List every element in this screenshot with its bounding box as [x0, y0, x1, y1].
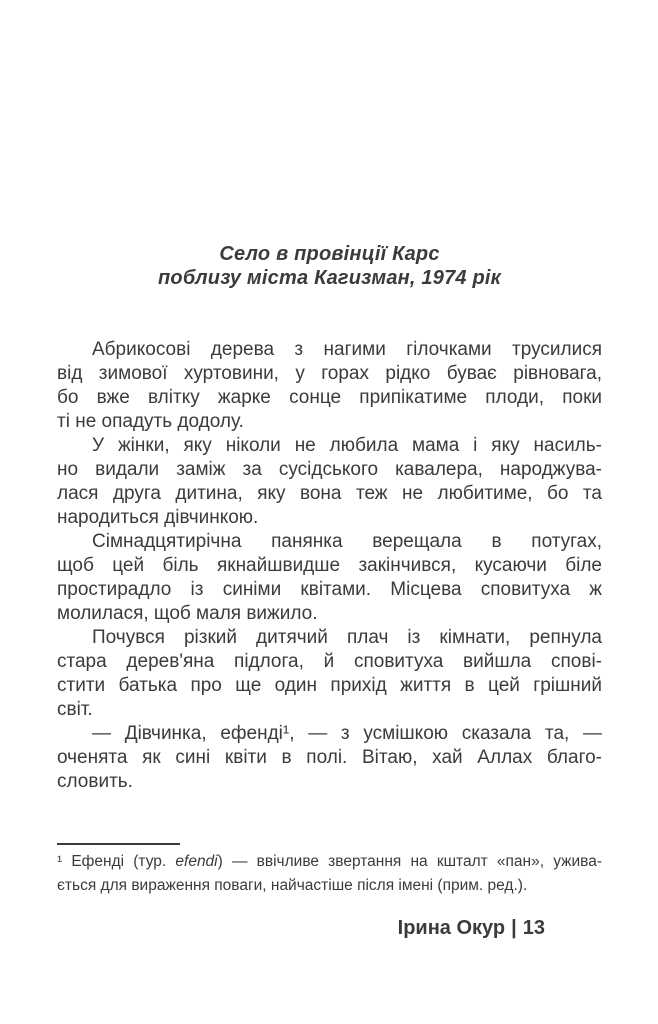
text-line: оченята як сині квіти в полі. Вітаю, хай Аллах благо- [57, 747, 602, 768]
text-line: бо вже влітку жарке сонце припікатиме плоди, поки [57, 387, 602, 408]
scene-heading-line1: Село в провінції Карс [219, 243, 440, 265]
running-footer [398, 916, 545, 940]
text-line: У жінки, яку ніколи не любила мама і яку насиль- [92, 435, 602, 456]
footnote-line: ється для вираження поваги, найчастіше після імені (прим. ред.). [57, 876, 528, 894]
scene-heading [57, 242, 602, 290]
footnote-marker-text: ¹ Ефенді (тур. [57, 853, 176, 870]
text-line: стити батька про ще один прихід життя в цей грішний [57, 675, 602, 696]
text-line: Почувся різкий дитячий плач із кімнати, репнула [92, 627, 602, 648]
body-text [57, 338, 602, 794]
footnote-line [57, 850, 602, 874]
body-paragraph [57, 626, 602, 722]
text-line: словить. [57, 771, 133, 792]
footnote-text: ) — ввічливе звертання на кшталт «пан», ужива- [217, 853, 602, 870]
text-line: щоб цей біль якнайшвидше закінчився, кусаючи біле [57, 555, 602, 576]
text-line: лася друга дитина, яку вона теж не любитиме, бо та [57, 483, 602, 504]
text-line: стара дерев'яна підлога, й сповитуха вийшла спові- [57, 651, 602, 672]
footer-page-number: 13 [522, 917, 545, 939]
text-line: світ. [57, 699, 93, 720]
footnote [57, 850, 602, 897]
text-line: молилася, щоб маля вижило. [57, 603, 318, 624]
text-line: — Дівчинка, ефенді¹, — з усмішкою сказала та, — [92, 723, 602, 744]
footnote-term-italic: efendi [175, 853, 218, 870]
body-paragraph [57, 434, 602, 530]
text-line: від зимової хуртовини, у горах рідко буває рівновага, [57, 363, 602, 384]
text-line: народиться дівчинкою. [57, 507, 259, 528]
body-paragraph [57, 722, 602, 794]
text-line: ті не опадуть додолу. [57, 411, 244, 432]
body-paragraph [57, 530, 602, 626]
body-paragraph [57, 338, 602, 434]
footer-divider: | [511, 917, 517, 939]
text-line: но видали заміж за сусідського кавалера, народжува- [57, 459, 602, 480]
text-line: простирадло із синіми квітами. Місцева сповитуха ж [57, 579, 602, 600]
scene-heading-line2: поблизу міста Кагизман, 1974 рік [158, 267, 501, 289]
footer-author: Ірина Окур [397, 917, 506, 939]
text-line: Абрикосові дерева з нагими гілочками трусилися [92, 339, 602, 360]
footnote-separator [57, 843, 180, 845]
text-line: Сімнадцятирічна панянка верещала в потугах, [92, 531, 602, 552]
